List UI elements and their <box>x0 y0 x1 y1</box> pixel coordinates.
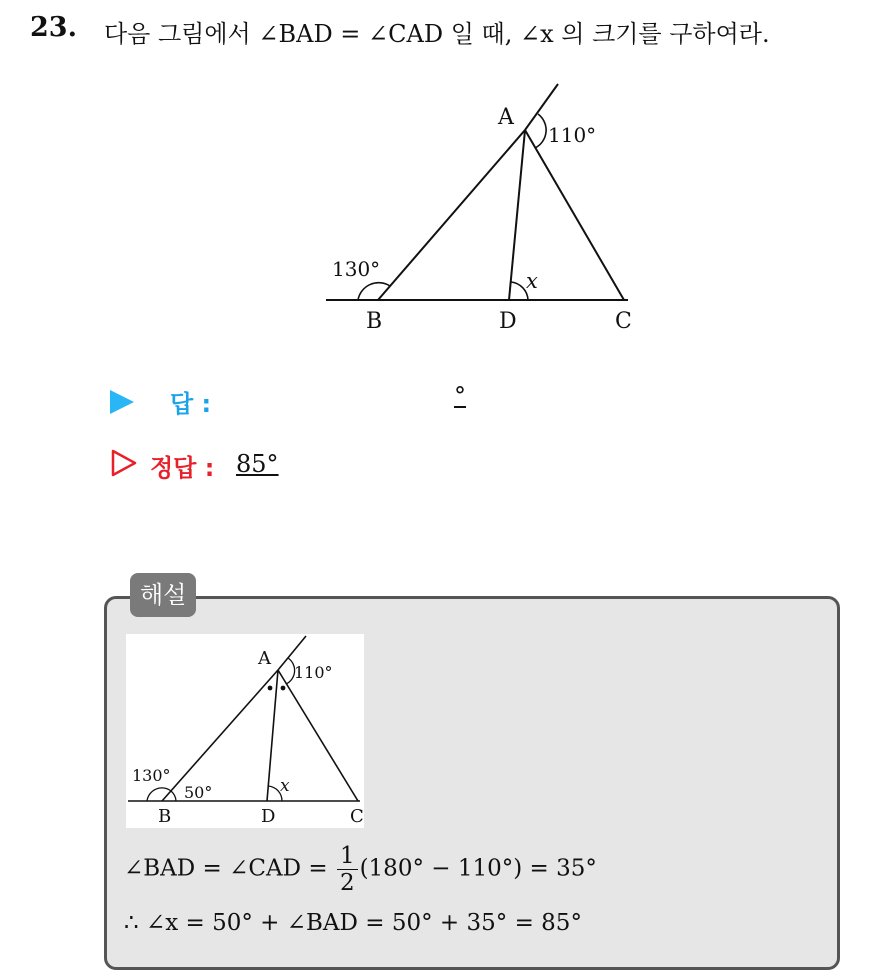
correct-answer-row <box>110 446 530 482</box>
fraction-numerator: 1 <box>337 843 358 870</box>
label-x: x <box>526 269 538 293</box>
answer-arrow-icon <box>110 390 134 414</box>
label-130: 130° <box>332 257 381 281</box>
arc-110 <box>535 114 546 148</box>
outline-arrow-icon <box>110 448 138 478</box>
equal-angle-dot-right <box>281 686 286 691</box>
fraction-one-half <box>337 843 358 896</box>
fraction-denominator: 2 <box>339 870 355 896</box>
answer-label: 답 : <box>170 390 212 418</box>
explanation-line-1 <box>124 843 597 896</box>
label-110: 110° <box>548 123 597 147</box>
small-label-A: A <box>258 648 271 669</box>
equal-angle-dot-left <box>268 686 273 691</box>
answer-unit: ° <box>454 382 466 410</box>
line1-right: (180° − 110°) = 35° <box>359 855 597 882</box>
explanation-tab: 해설 <box>130 573 196 617</box>
triangle-figure <box>322 78 642 340</box>
question-number: 23. <box>30 12 77 43</box>
segment-ad <box>509 130 525 300</box>
label-B: B <box>366 309 383 334</box>
small-label-130: 130° <box>132 766 171 785</box>
explanation-line-2: ∴ ∠x = 50° + ∠BAD = 50° + 35° = 85° <box>124 910 582 936</box>
label-A: A <box>498 105 514 130</box>
side-ab <box>378 130 525 300</box>
label-D: D <box>499 309 517 334</box>
small-label-x: x <box>280 776 290 796</box>
explanation-figure <box>126 634 364 828</box>
small-label-110: 110° <box>294 663 333 682</box>
side-ac <box>525 130 624 300</box>
label-C: C <box>615 309 632 334</box>
correct-label: 정답 : <box>150 454 215 482</box>
small-label-D: D <box>261 806 276 827</box>
question-text: 다음 그림에서 ∠BAD = ∠CAD 일 때, ∠x 의 크기를 구하여라. <box>104 20 770 48</box>
correct-value: 85° <box>236 450 279 478</box>
answer-row <box>110 384 530 418</box>
small-label-C: C <box>350 806 364 827</box>
small-label-B: B <box>158 806 172 827</box>
line1-left: ∠BAD = ∠CAD = <box>124 855 335 882</box>
small-label-50: 50° <box>184 783 213 802</box>
